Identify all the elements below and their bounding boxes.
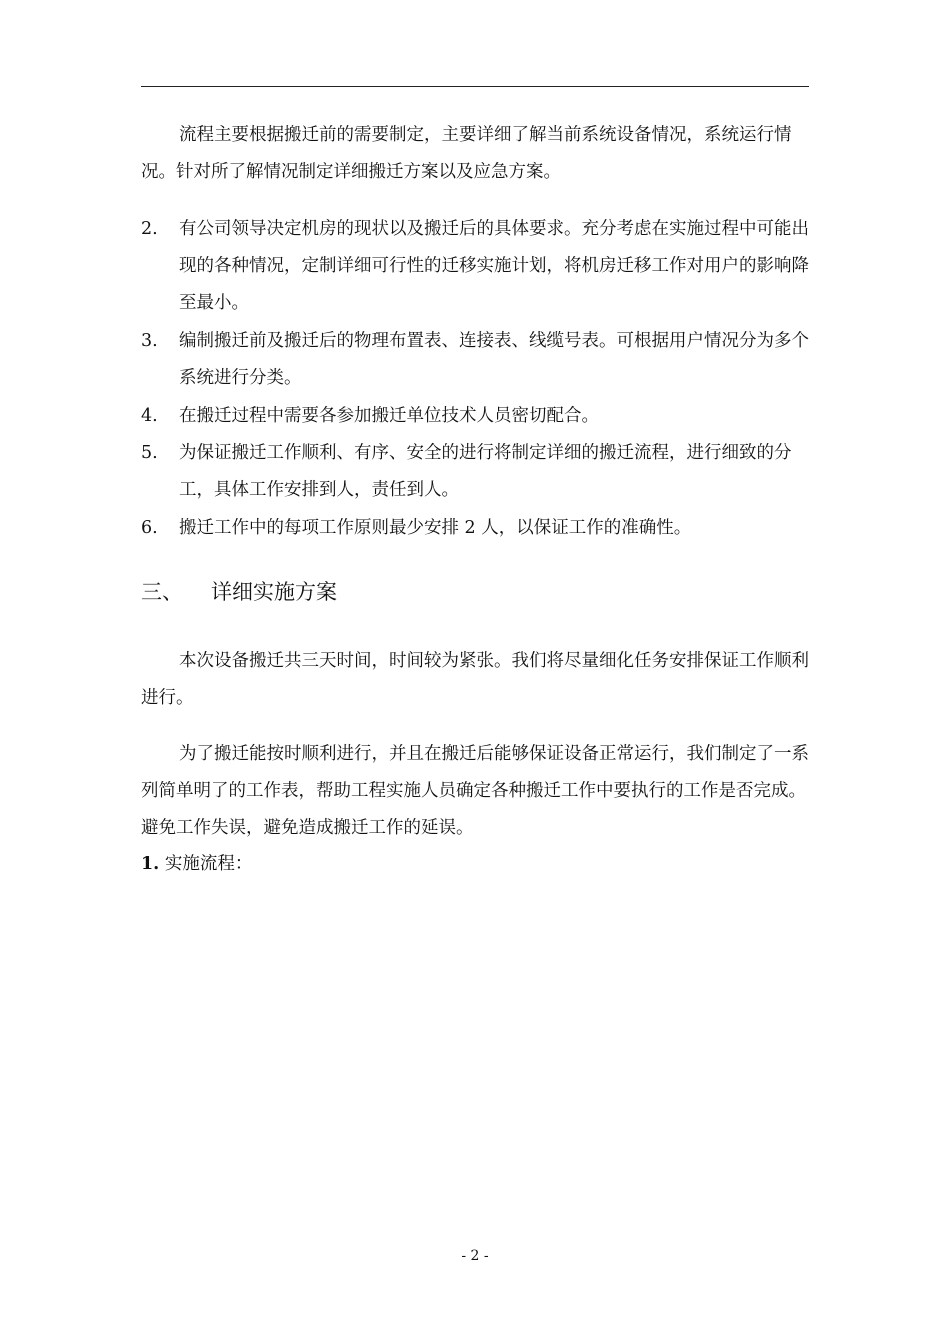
list-item: 2. 有公司领导决定机房的现状以及搬迁后的具体要求。充分考虑在实施过程中可能出现的各种情况，定制详细可行性的迁移实施计划，将机房迁移工作对用户的影响降至最小。	[141, 219, 809, 313]
section-title: 详细实施方案	[211, 580, 337, 604]
list-item: 4. 在搬迁过程中需要各参加搬迁单位技术人员密切配合。	[141, 406, 599, 426]
sub-heading-title: 实施流程：	[164, 854, 253, 874]
list-item: 5. 为保证搬迁工作顺利、有序、安全的进行将制定详细的搬迁流程，进行细致的分工，具体工作安排到人，责任到人。	[141, 443, 792, 500]
body-paragraph: 为了搬迁能按时顺利进行，并且在搬迁后能够保证设备正常运行，我们制定了一系列简单明了的工作表，帮助工程实施人员确定各种搬迁工作中要执行的工作是否完成。避免工作失误，避免造成搬迁工作的延误。	[141, 744, 809, 838]
body-paragraph: 本次设备搬迁共三天时间，时间较为紧张。我们将尽量细化任务安排保证工作顺利进行。	[141, 651, 809, 708]
list-item: 6. 搬迁工作中的每项工作原则最少安排 2 人，以保证工作的准确性。	[141, 518, 692, 538]
section-heading	[141, 574, 337, 610]
section-number: 三、	[141, 580, 183, 604]
sub-heading-number: 1.	[141, 854, 160, 874]
intro-paragraph: 流程主要根据搬迁前的需要制定，主要详细了解当前系统设备情况，系统运行情况。针对所了解情况制定详细搬迁方案以及应急方案。	[141, 125, 792, 182]
page-number: - 2 -	[461, 1248, 489, 1264]
header-rule	[141, 86, 809, 87]
list-item: 3. 编制搬迁前及搬迁后的物理布置表、连接表、线缆号表。可根据用户情况分为多个系统进行分类。	[141, 331, 809, 388]
sub-heading	[141, 846, 252, 883]
